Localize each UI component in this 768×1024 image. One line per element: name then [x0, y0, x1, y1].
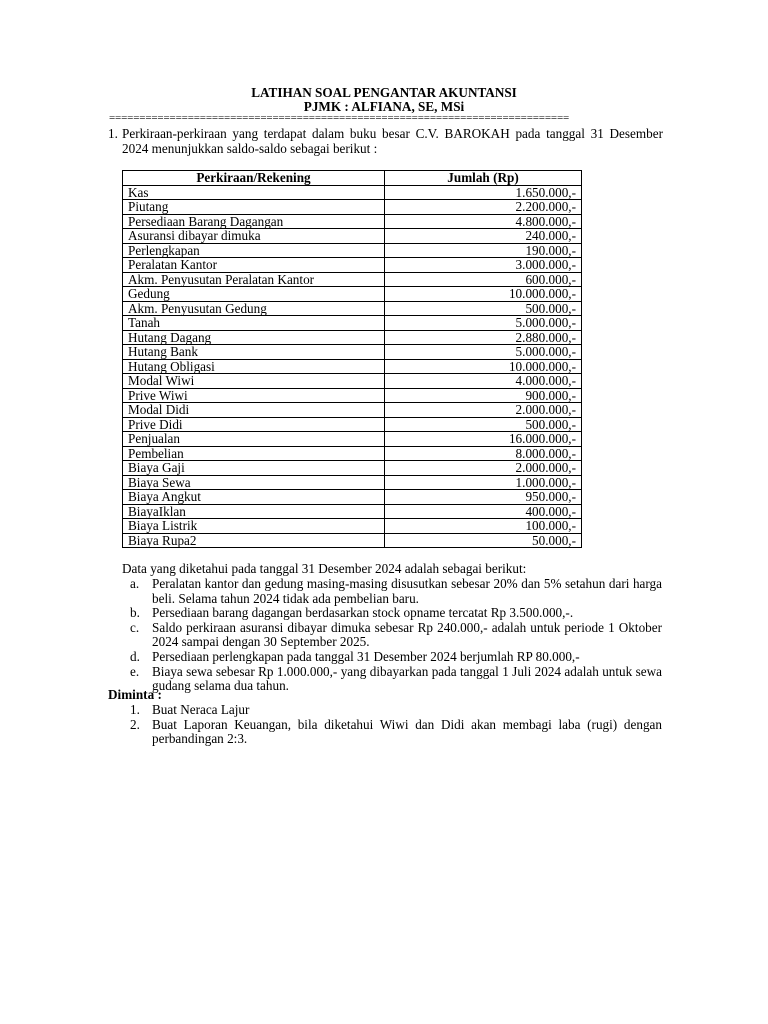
account-name-cell: Piutang	[123, 200, 385, 215]
account-name-cell: Gedung	[123, 287, 385, 302]
account-name-cell: Prive Didi	[123, 417, 385, 432]
known-data-item-marker: c.	[130, 619, 140, 635]
table-row	[123, 272, 582, 287]
account-name-cell: Persediaan Barang Dagangan	[123, 214, 385, 229]
account-name-cell: Akm. Penyusutan Gedung	[123, 301, 385, 316]
diminta-item-marker: 2.	[130, 716, 140, 732]
known-data-item-text: Biaya sewa sebesar Rp 1.000.000,- yang dibayarkan pada tanggal 1 Juli 2024 adalah untuk sewa gudang selama dua tahun.	[152, 663, 662, 694]
document-header	[0, 86, 768, 114]
known-data-item-marker: a.	[130, 576, 140, 591]
account-amount-cell: 8.000.000,-	[385, 446, 582, 461]
known-data-item-text: Persediaan perlengkapan pada tanggal 31 Desember 2024 berjumlah RP 80.000,-	[152, 648, 580, 664]
known-data-item	[130, 621, 662, 650]
known-data-item-text: Persediaan barang dagangan berdasarkan stock opname tercatat Rp 3.500.000,-.	[152, 605, 574, 621]
table-row	[123, 388, 582, 403]
question-intro	[108, 127, 663, 156]
table-row	[123, 287, 582, 302]
account-amount-cell: 600.000,-	[385, 272, 582, 287]
account-amount-cell: 950.000,-	[385, 490, 582, 505]
account-amount-cell: 2.200.000,-	[385, 200, 582, 215]
account-name-cell: Kas	[123, 185, 385, 200]
table-row	[123, 374, 582, 389]
table-row	[123, 461, 582, 476]
table-row	[123, 359, 582, 374]
diminta-item-text: Buat Laporan Keuangan, bila diketahui Wiwi dan Didi akan membagi laba (rugi) dengan perbandingan 2:3.	[152, 716, 662, 747]
account-amount-cell: 900.000,-	[385, 388, 582, 403]
account-amount-cell: 1.650.000,-	[385, 185, 582, 200]
table-row	[123, 316, 582, 331]
known-data-item-marker: e.	[130, 663, 140, 679]
table-row	[123, 533, 582, 548]
account-name-cell: Perlengkapan	[123, 243, 385, 258]
account-name-cell: Modal Didi	[123, 403, 385, 418]
table-row	[123, 243, 582, 258]
separator-line: ============================================================================	[109, 112, 570, 124]
account-amount-cell: 100.000,-	[385, 519, 582, 534]
known-data-item-marker: b.	[130, 605, 140, 621]
document-title: LATIHAN SOAL PENGANTAR AKUNTANSI	[251, 85, 517, 100]
account-name-cell: Prive Wiwi	[123, 388, 385, 403]
table-row	[123, 229, 582, 244]
table-row	[123, 301, 582, 316]
account-name-cell: Hutang Bank	[123, 345, 385, 360]
account-amount-cell: 16.000.000,-	[385, 432, 582, 447]
account-name-cell: Akm. Penyusutan Peralatan Kantor	[123, 272, 385, 287]
question-text: Perkiraan-perkiraan yang terdapat dalam buku besar C.V. BAROKAH pada tanggal 31 Desember 2024 menunjukkan saldo-saldo sebagai berikut :	[122, 126, 663, 156]
column-header-amount: Jumlah (Rp)	[385, 171, 582, 186]
diminta-item-text: Buat Neraca Lajur	[152, 702, 250, 717]
diminta-item	[130, 703, 662, 718]
known-data-intro: Data yang diketahui pada tanggal 31 Desember 2024 adalah sebagai berikut:	[122, 561, 527, 576]
account-amount-cell: 5.000.000,-	[385, 316, 582, 331]
known-data-list	[130, 577, 662, 694]
account-amount-cell: 10.000.000,-	[385, 359, 582, 374]
table-row	[123, 214, 582, 229]
known-data-item-marker: d.	[130, 648, 140, 664]
account-amount-cell: 3.000.000,-	[385, 258, 582, 273]
account-amount-cell: 5.000.000,-	[385, 345, 582, 360]
known-data-item-text: Saldo perkiraan asuransi dibayar dimuka sebesar Rp 240.000,- adalah untuk periode 1 Oktober 2024 sampai dengan 30 September 2025.	[152, 619, 662, 650]
table-row	[123, 519, 582, 534]
diminta-list	[130, 703, 662, 747]
table-row	[123, 490, 582, 505]
known-data-item	[130, 577, 662, 606]
table-row	[123, 446, 582, 461]
account-amount-cell: 2.000.000,-	[385, 403, 582, 418]
table-row	[123, 504, 582, 519]
account-amount-cell: 2.880.000,-	[385, 330, 582, 345]
account-name-cell: Penjualan	[123, 432, 385, 447]
table-row	[123, 200, 582, 215]
account-name-cell: BiayaIklan	[123, 504, 385, 519]
known-data-item	[130, 650, 662, 665]
table-row	[123, 185, 582, 200]
account-amount-cell: 2.000.000,-	[385, 461, 582, 476]
table-row	[123, 345, 582, 360]
account-name-cell: Asuransi dibayar dimuka	[123, 229, 385, 244]
account-name-cell: Tanah	[123, 316, 385, 331]
account-amount-cell: 500.000,-	[385, 301, 582, 316]
known-data-item-text: Peralatan kantor dan gedung masing-masing disusutkan sebesar 20% dan 5% setahun dari harga beli. Selama tahun 2024 tidak ada pembelian baru.	[152, 576, 662, 606]
account-amount-cell: 50.000,-	[385, 533, 582, 548]
account-name-cell: Biaya Sewa	[123, 475, 385, 490]
account-name-cell: Biaya Rupa2	[123, 533, 385, 548]
account-name-cell: Peralatan Kantor	[123, 258, 385, 273]
account-amount-cell: 400.000,-	[385, 504, 582, 519]
accounts-table-body	[123, 185, 582, 548]
account-amount-cell: 10.000.000,-	[385, 287, 582, 302]
account-name-cell: Biaya Listrik	[123, 519, 385, 534]
document-subtitle: PJMK : ALFIANA, SE, MSi	[303, 99, 465, 114]
account-amount-cell: 4.800.000,-	[385, 214, 582, 229]
account-amount-cell: 1.000.000,-	[385, 475, 582, 490]
account-name-cell: Hutang Obligasi	[123, 359, 385, 374]
known-data-item	[130, 665, 662, 694]
account-amount-cell: 240.000,-	[385, 229, 582, 244]
table-row	[123, 330, 582, 345]
diminta-item-marker: 1.	[130, 702, 140, 717]
account-name-cell: Pembelian	[123, 446, 385, 461]
column-header-account: Perkiraan/Rekening	[123, 171, 385, 186]
account-name-cell: Biaya Angkut	[123, 490, 385, 505]
account-name-cell: Hutang Dagang	[123, 330, 385, 345]
account-amount-cell: 500.000,-	[385, 417, 582, 432]
table-row	[123, 475, 582, 490]
account-name-cell: Modal Wiwi	[123, 374, 385, 389]
table-row	[123, 417, 582, 432]
known-data-item	[130, 606, 662, 621]
table-row	[123, 403, 582, 418]
diminta-item	[130, 718, 662, 747]
account-amount-cell: 190.000,-	[385, 243, 582, 258]
table-row	[123, 258, 582, 273]
diminta-label: Diminta :	[108, 687, 162, 702]
question-number: 1.	[108, 126, 118, 141]
table-row	[123, 432, 582, 447]
table-header-row	[123, 171, 582, 186]
account-amount-cell: 4.000.000,-	[385, 374, 582, 389]
accounts-table	[122, 170, 582, 548]
account-name-cell: Biaya Gaji	[123, 461, 385, 476]
